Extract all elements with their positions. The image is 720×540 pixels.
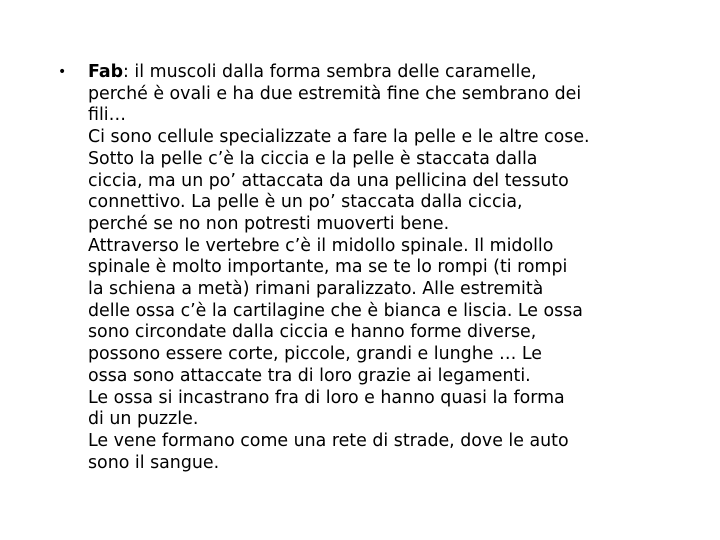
text-line: delle ossa c’è la cartilagine che è bianca e liscia. Le ossa <box>88 300 583 321</box>
bullet-marker: • <box>58 64 67 80</box>
text-line: connettivo. La pelle è un po’ staccata dalla ciccia, <box>88 192 523 213</box>
text-line: ossa sono attaccate tra di loro grazie ai legamenti. <box>88 365 531 386</box>
text-line-content: : il muscoli dalla forma sembra delle caramelle, <box>123 62 537 82</box>
text-line: di un puzzle. <box>88 409 199 430</box>
bullet-text <box>88 62 678 474</box>
text-line: Attraverso le vertebre c’è il midollo spinale. Il midollo <box>88 235 554 256</box>
speaker-name: Fab <box>88 62 124 82</box>
bullet-item <box>58 62 678 474</box>
text-line: fili… <box>88 105 127 126</box>
text-line: sono il sangue. <box>88 452 220 473</box>
text-line: Ci sono cellule specializzate a fare la pelle e le altre cose. <box>88 127 590 148</box>
text-line: perché se no non potresti muoverti bene. <box>88 213 450 234</box>
text-line: spinale è molto importante, ma se te lo rompi (ti rompi <box>88 257 568 278</box>
text-line: perché è ovali e ha due estremità fine che sembrano dei <box>88 83 582 104</box>
text-line: Sotto la pelle c’è la ciccia e la pelle è staccata dalla <box>88 148 538 169</box>
text-line <box>88 62 678 84</box>
text-line: Le vene formano come una rete di strade, dove le auto <box>88 430 569 451</box>
text-line: sono circondate dalla ciccia e hanno forme diverse, <box>88 322 537 343</box>
text-line: la schiena a metà) rimani paralizzato. Alle estremità <box>88 279 544 300</box>
text-line: Le ossa si incastrano fra di loro e hanno quasi la forma <box>88 387 565 408</box>
text-line: ciccia, ma un po’ attaccata da una pellicina del tessuto <box>88 170 569 191</box>
text-line: possono essere corte, piccole, grandi e lunghe … Le <box>88 344 542 365</box>
